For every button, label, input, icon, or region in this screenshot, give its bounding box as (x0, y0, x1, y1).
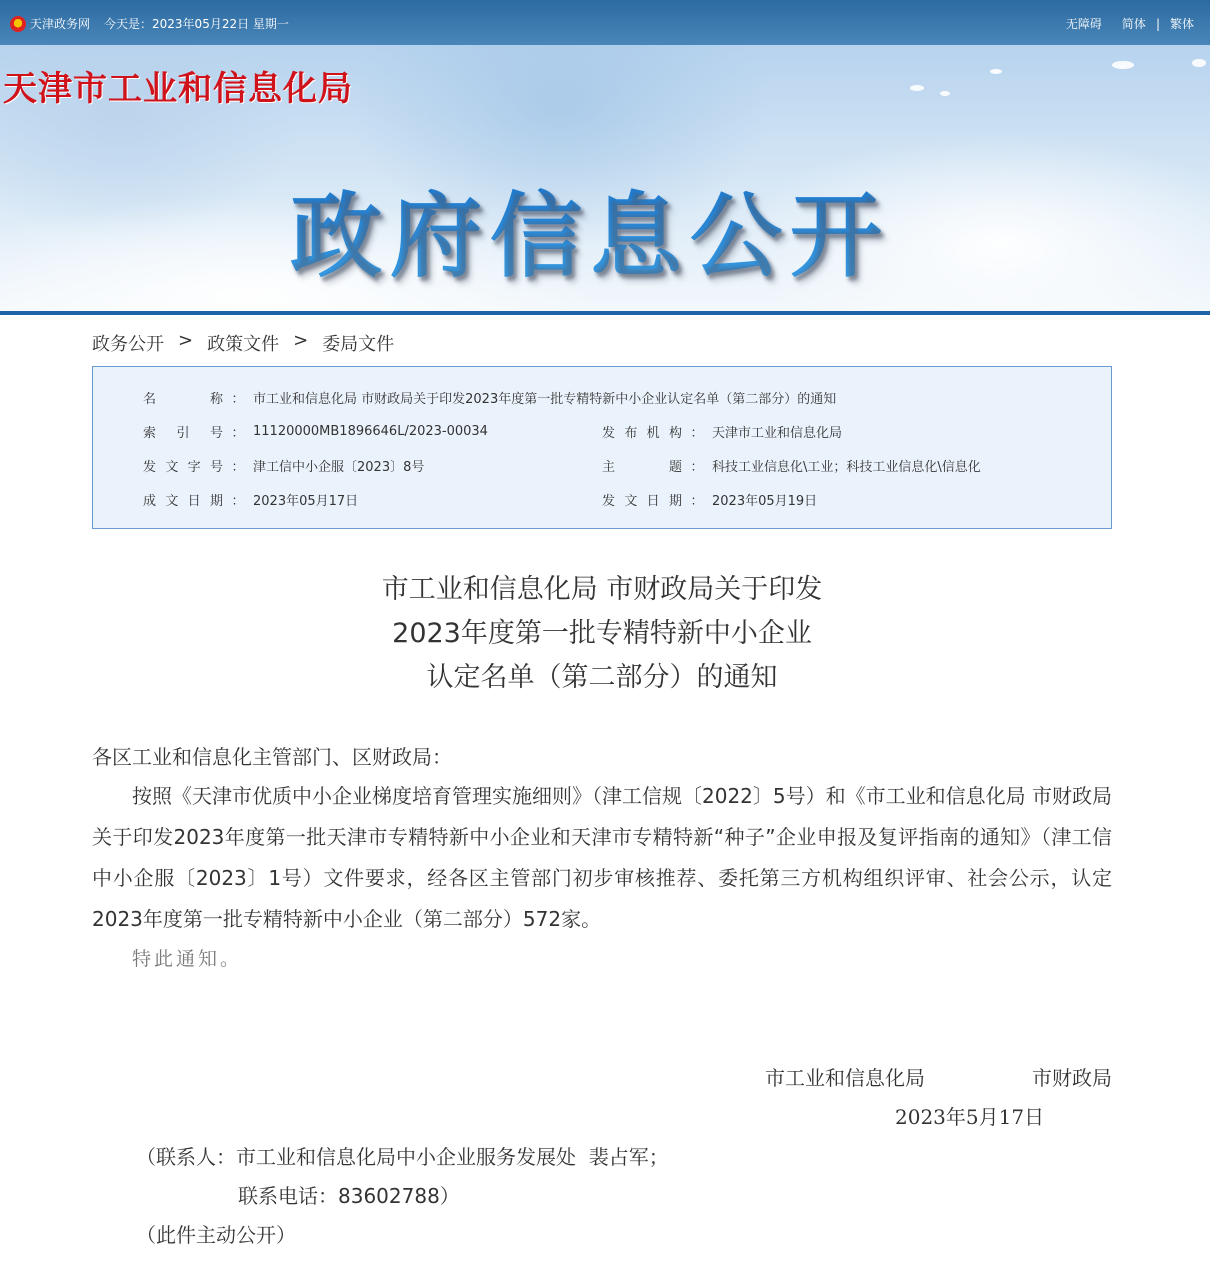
top-bar-left (10, 15, 289, 32)
top-bar (0, 0, 1210, 45)
meta-label: 发 布 机 构 (602, 425, 682, 441)
meta-value-index: 11120000MB1896646L/2023-00034 (253, 423, 488, 439)
meta-label: 成 文 日 期 (143, 493, 223, 509)
contact-phone: 联系电话：83602788） (238, 1184, 460, 1208)
meta-value-written-date: 2023年05月17日 (253, 493, 359, 509)
site-link[interactable]: 天津政务网 (30, 17, 91, 31)
signature-org-industry: 市工业和信息化局 (765, 1066, 925, 1090)
breadcrumb-item-policy-docs[interactable]: 政策文件 (207, 334, 280, 355)
dove-icon (1112, 61, 1134, 69)
disclosure-note: （此件主动公开） (136, 1223, 296, 1247)
meta-label: 发 文 日 期 (602, 493, 682, 509)
header-divider (0, 311, 1210, 315)
meta-value-publisher: 天津市工业和信息化局 (712, 425, 843, 441)
breadcrumb-item-gov-affairs[interactable]: 政务公开 (92, 334, 164, 355)
meta-value-issued-date: 2023年05月19日 (712, 493, 818, 509)
article-salutation: 各区工业和信息化主管部门、区财政局： (92, 745, 452, 769)
meta-row-written-date: 成 文 日 期 ： 2023年05月17日 (143, 490, 358, 508)
meta-row-issued-date: 发 文 日 期 ： 2023年05月19日 (602, 490, 817, 508)
meta-row-subject: 主 题 ： 科技工业信息化\工业；科技工业信息化\信息化 (602, 456, 981, 474)
meta-label: 名 称 (143, 391, 223, 407)
meta-row-publisher: 发 布 机 构 ： 天津市工业和信息化局 (602, 422, 842, 440)
meta-value-doc-no: 津工信中小企服〔2023〕8号 (253, 459, 425, 475)
dove-icon (910, 85, 924, 91)
breadcrumb-separator: > (293, 330, 309, 351)
meta-label: 索 引 号 (143, 425, 223, 441)
section-title: 政府信息公开 (290, 163, 890, 295)
breadcrumb-item-bureau-docs[interactable]: 委局文件 (322, 334, 395, 355)
signature-orgs (765, 1062, 1112, 1091)
meta-row-doc-no: 发 文 字 号 ： 津工信中小企服〔2023〕8号 (143, 456, 424, 474)
article-title-line: 2023年度第一批专精特新中小企业 (392, 618, 812, 649)
top-bar-links (1066, 15, 1194, 32)
org-title[interactable]: 天津市工业和信息化局 (3, 69, 353, 109)
dove-icon (1192, 59, 1206, 67)
traditional-chinese-link[interactable]: 繁体 (1169, 17, 1194, 31)
dove-icon (990, 69, 1002, 74)
header-banner (0, 45, 1210, 311)
breadcrumb (92, 330, 394, 356)
meta-label: 主 题 (602, 459, 682, 475)
contact-person: （联系人：市工业和信息化局中小企业服务发展处 裴占军； (136, 1145, 669, 1169)
simplified-chinese-link[interactable]: 简体 (1121, 17, 1146, 31)
dove-icon (940, 91, 950, 96)
today-date: 今天是：2023年05月22日 星期一 (104, 17, 289, 31)
meta-row-index: 索 引 号 ： 11120000MB1896646L/2023-00034 (143, 423, 488, 441)
accessibility-link[interactable]: 无障碍 (1065, 17, 1102, 31)
meta-label: 发 文 字 号 (143, 459, 223, 475)
link-separator: | (1155, 16, 1160, 31)
national-emblem-icon (10, 16, 26, 32)
article-notice: 特此通知。 (132, 948, 243, 970)
breadcrumb-separator: > (178, 330, 194, 351)
signature-date: 2023年5月17日 (895, 1105, 1045, 1129)
article-title-line: 认定名单（第二部分）的通知 (426, 662, 778, 693)
document-metadata-box (92, 366, 1112, 529)
meta-value-name: 市工业和信息化局 市财政局关于印发2023年度第一批专精特新中小企业认定名单（第二部分）的通知 (253, 391, 837, 407)
signature-org-finance: 市财政局 (1032, 1066, 1112, 1090)
article-title (92, 568, 1112, 700)
meta-value-subject: 科技工业信息化\工业；科技工业信息化\信息化 (712, 459, 981, 475)
article-main-paragraph: 按照《天津市优质中小企业梯度培育管理实施细则》（津工信规〔2022〕5号）和《市工业和信息化局 市财政局关于印发2023年度第一批天津市专精特新中小企业和天津市专精特新“种子”企业申报及复评指南的通知》（津工信中小企服〔2023〕1号）文件要求，经各区主管部门初步审核推荐、委托第三方机构组织评审、社会公示，认定2023年度第一批专精特新中小企业（第二部分）572家。 (92, 784, 1112, 931)
meta-row-name: 名 称 ： 市工业和信息化局 市财政局关于印发2023年度第一批专精特新中小企业认定名单（第二部分）的通知 (143, 388, 836, 406)
article-title-line: 市工业和信息化局 市财政局关于印发 (381, 574, 823, 605)
